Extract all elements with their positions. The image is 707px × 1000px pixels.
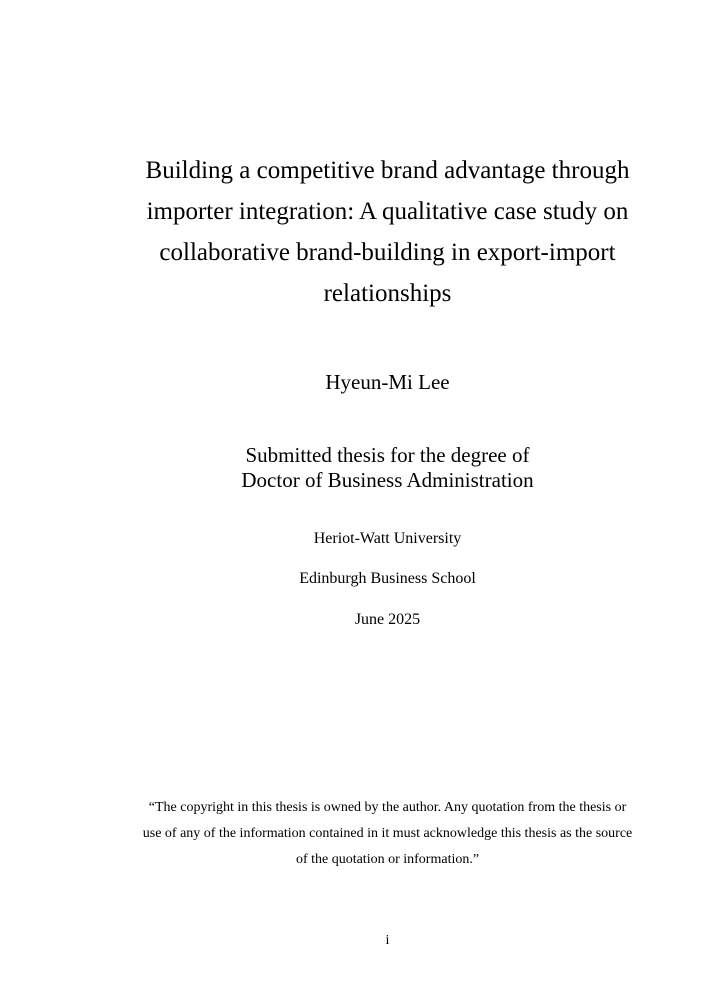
degree-statement xyxy=(0,443,707,493)
degree-line-name: Doctor of Business Administration xyxy=(241,468,534,492)
university-name: Heriot-Watt University xyxy=(313,530,462,547)
thesis-title-line: importer integration: A qualitative case study on xyxy=(146,198,629,225)
thesis-title xyxy=(60,150,707,314)
page-number: i xyxy=(385,933,390,948)
copyright-line: use of any of the information contained in it must acknowledge this thesis as the source xyxy=(142,826,633,841)
thesis-title-line: Building a competitive brand advantage through xyxy=(145,157,630,184)
copyright-line: of the quotation or information.” xyxy=(295,852,480,867)
thesis-title-line: relationships xyxy=(323,280,452,307)
submission-date: June 2025 xyxy=(354,611,421,628)
school-name: Edinburgh Business School xyxy=(299,570,476,587)
copyright-line: “The copyright in this thesis is owned by the author. Any quotation from the thesis or xyxy=(148,800,627,815)
degree-line-submitted: Submitted thesis for the degree of xyxy=(245,443,530,467)
author-name: Hyeun-Mi Lee xyxy=(325,370,450,394)
thesis-title-line: collaborative brand-building in export-import xyxy=(159,239,616,266)
copyright-notice xyxy=(110,795,665,873)
